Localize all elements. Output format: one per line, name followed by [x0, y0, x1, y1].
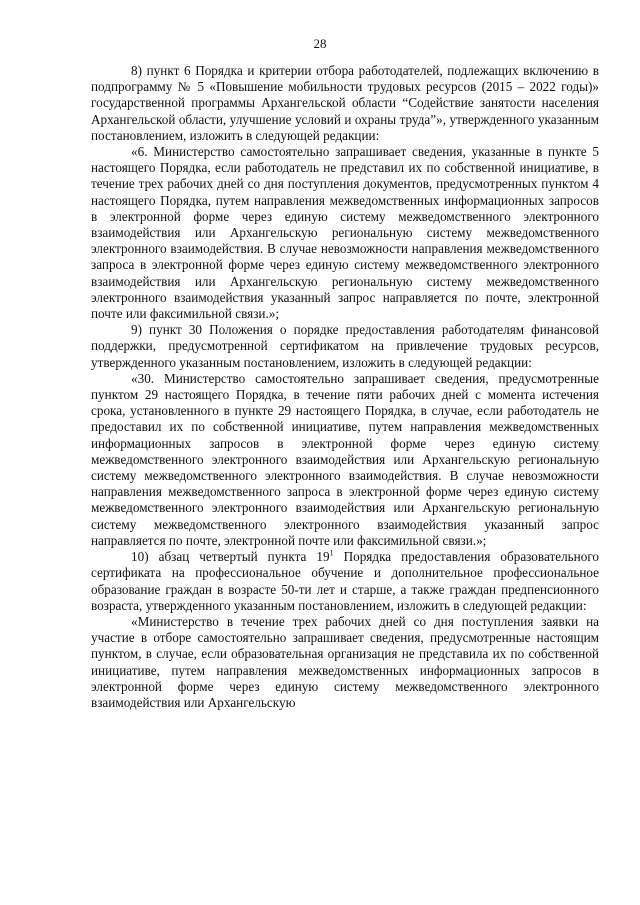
- paragraph-item-9-quote: «30. Министерство самостоятельно запрашивает сведения, предусмотренные пунктом 29 настоящего Порядка, в течение пяти рабочих дней с момента истечения срока, установленного в пункте 29 настоящего Порядка, в случае, если работодатель не предоставил их по собственной инициативе, путем направления межведомственных информационных запросов в электронной форме через единую систему межведомственного электронного взаимодействия или Архангельскую региональную систему межведомственного электронного взаимодействия. В случае невозможности направления межведомственного запроса в электронной форме через единую систему межведомственного электронного взаимодействия или Архангельскую региональную систему межведомственного электронного взаимодействия указанный запрос направляется по почте, электронной почте или факсимильной связи.»;: [91, 370, 599, 548]
- paragraph-item-10: [91, 549, 599, 614]
- paragraph-item-9: 9) пункт 30 Положения о порядке предоставления работодателям финансовой поддержки, предусмотренной сертификатом на привлечение трудовых ресурсов, утвержденного указанным постановлением, изложить в следующей редакции:: [91, 322, 599, 370]
- page-number: 28: [313, 36, 327, 51]
- paragraph-item-10-lead: 10) абзац четвертый пункта 19: [131, 549, 330, 565]
- paragraph-item-10-rest: Порядка предоставления образовательного сертификата на профессиональное обучение и дополнительное профессиональное образование граждан в возрасте 50-ти лет и старше, а также граждан предпенсионного возраста, утвержденного указанным постановлением, изложить в следующей редакции:: [91, 549, 599, 613]
- paragraph-item-8-quote: «6. Министерство самостоятельно запрашивает сведения, указанные в пункте 5 настоящего Порядка, если работодатель не представил их по собственной инициативе, в течение трех рабочих дней со дня поступления документов, предусмотренных пунктом 4 настоящего Порядка, путем направления межведомственных информационных запросов в электронной форме через единую систему межведомственного электронного взаимодействия или Архангельскую региональную систему межведомственного электронного взаимодействия. В случае невозможности направления межведомственного запроса в электронной форме через единую систему межведомственного электронного взаимодействия или Архангельскую региональную систему межведомственного электронного взаимодействия указанный запрос направляется по почте, электронной почте или факсимильной связи.»;: [91, 144, 599, 322]
- paragraph-item-10-quote: «Министерство в течение трех рабочих дней со дня поступления заявки на участие в отборе самостоятельно запрашивает сведения, предусмотренные настоящим пунктом, в случае, если образовательная организация не представила их по собственной инициативе, путем направления межведомственных информационных запросов в электронной форме через единую систему межведомственного электронного взаимодействия или Архангельскую: [91, 613, 599, 710]
- document-body: [91, 63, 599, 711]
- paragraph-item-8: 8) пункт 6 Порядка и критерии отбора работодателей, подлежащих включению в подпрограмму № 5 «Повышение мобильности трудовых ресурсов (2015 – 2022 годы)» государственной программы Архангельской области “Содействие занятости населения Архангельской области, улучшение условий и охраны труда”», утвержденного указанным постановлением, изложить в следующей редакции:: [91, 63, 599, 143]
- superscript-index: 1: [329, 548, 334, 558]
